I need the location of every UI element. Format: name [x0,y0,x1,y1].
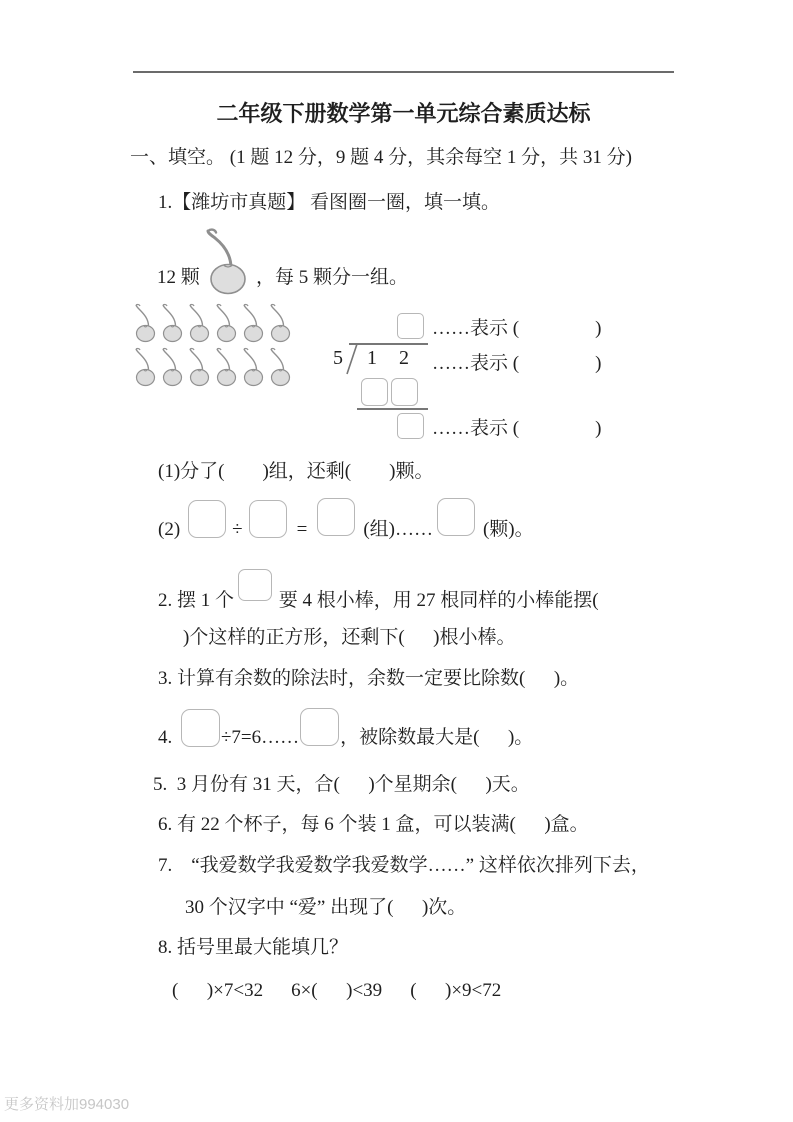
q1-sub2-equation [158,499,534,541]
cherry-icon [132,302,159,343]
q6-text: 6. 有 22 个杯子，每 6 个装 1 盒，可以装满( )盒。 [158,814,589,835]
page-title: 二年级下册数学第一单元综合素质达标 [216,101,591,126]
q4-remainder-box [300,708,339,746]
quotient-answer-box [397,313,424,339]
q8-eq2: 6×( )<39 [291,980,383,1001]
cherry-icon [186,346,213,387]
cherry-icon [213,302,240,343]
q1-intro-prefix: 12 颗 [157,267,200,288]
q4-line [158,707,533,749]
q4-prefix: 4. [158,727,177,748]
q1-sub2-prefix: (2) [158,519,181,540]
q8-text: 8. 括号里最大能填几？ [158,937,349,958]
q1-sub1: (1)分了( )组，还剩( )颗。 [158,461,434,482]
dividend-input-box [188,500,226,538]
cherry-icon [267,302,294,343]
q7-line1: 7. “我爱数学我爱数学我爱数学……” 这样依次排列下去， [158,855,650,876]
q1-intro-suffix: ，每 5 颗分一组。 [256,267,409,288]
remainder-answer-box [397,413,424,439]
divide-sign: ÷ [232,519,243,540]
q7-line2: 30 个汉字中 “爱” 出现了( )次。 [185,897,467,918]
subtraction-line [357,408,428,410]
watermark-text: 更多资料加994030 [4,1096,130,1113]
cherry-icon [267,346,294,387]
big-cherry-icon [193,226,255,296]
q2-line2: )个这样的正方形，还剩下( )根小棒。 [183,627,516,648]
square-shape-box [238,569,272,601]
q4-suffix: ，被除数最大是( )。 [340,727,534,748]
unit-group-label: (组)…… [363,519,433,540]
product-answer-box-2 [391,378,418,406]
q2-line1-prefix: 2. 摆 1 个 [158,590,235,611]
cherry-icon [213,346,240,387]
cherry-icon [159,346,186,387]
dividend-tens-digit: 1 [367,347,377,369]
quotient-input-box [317,498,355,536]
express-label-remainder: ……表示 ( ) [432,418,602,439]
cherry-icon [132,346,159,387]
express-label-quotient: ……表示 ( ) [432,318,602,339]
top-divider [133,71,674,73]
dividend-ones-digit: 2 [399,347,409,369]
unit-piece-label: (颗)。 [482,519,534,540]
q3-text: 3. 计算有余数的除法时，余数一定要比除数( )。 [158,668,580,689]
q2-line1-suffix: 要 4 根小棒，用 27 根同样的小棒能摆( [274,590,599,611]
q5-text: 5. 3 月份有 31 天，合( )个星期余( )天。 [153,774,530,795]
remainder-input-box [437,498,475,536]
long-division-bracket [344,344,360,375]
cherry-grid [132,302,294,387]
product-answer-box-1 [361,378,388,406]
cherry-icon [240,346,267,387]
q4-dividend-box [181,709,220,747]
cherry-icon [186,302,213,343]
q2-line1 [158,568,599,612]
cherry-icon [159,302,186,343]
division-vinculum [349,343,428,345]
q8-equations [172,980,501,1002]
equals-sign: = [296,519,308,540]
express-label-dividend: ……表示 ( ) [432,353,602,374]
q4-mid: ÷7=6…… [221,727,300,748]
section-heading: 一、填空。 (1 题 12 分，9 题 4 分，其余每空 1 分，共 31 分) [130,147,632,168]
q8-eq3: ( )×9<72 [410,980,502,1001]
q8-eq1: ( )×7<32 [172,980,264,1001]
q1-stem: 1.【潍坊市真题】 看图圈一圈，填一填。 [158,192,501,213]
divisor-input-box [249,500,287,538]
divisor-digit: 5 [333,347,343,369]
cherry-icon [240,302,267,343]
